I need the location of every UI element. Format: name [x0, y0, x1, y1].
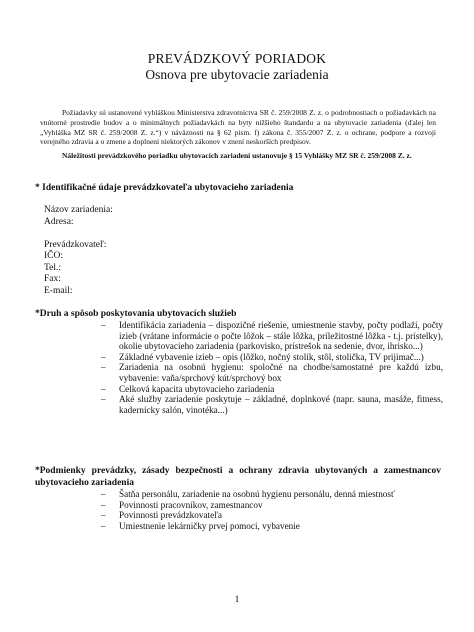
list-item: – Základné vybavenie izieb – opis (lôžko, nočný stolík, stôl, stolička, TV prijímač...)	[103, 352, 443, 363]
field-ico: IČO:	[44, 251, 63, 261]
list-item: – Povinnosti pracovníkov, zamestnancov	[103, 500, 443, 511]
list-item: – Celková kapacita ubytovacieho zariadenia	[103, 384, 443, 395]
conditions-list	[103, 489, 443, 531]
services-list	[103, 320, 443, 415]
list-item: – Povinnosti prevádzkovateľa	[103, 510, 443, 521]
field-phone: Tel.:	[44, 262, 62, 273]
document-subtitle: Osnova pre ubytovacie zariadenia	[145, 67, 329, 82]
legal-note: Náležitosti prevádzkového poriadku ubytovacích zariadení ustanovuje § 15 Vyhlášky MZ SR č. 259/2008 Z. z.	[62, 151, 412, 160]
list-item: – Zariadenia na osobnú hygienu: spoločné na chodbe/samostatné pre každú izbu, vybavenie: vaňa/sprchový kút/sprchový box	[103, 362, 443, 383]
section-identification-heading: * Identifikačné údaje prevádzkovateľa ubytovacieho zariadenia	[35, 183, 294, 193]
field-address: Adresa:	[44, 216, 74, 227]
identification-fields	[44, 205, 113, 297]
field-fax: Fax:	[44, 274, 61, 284]
page-number: 1	[234, 595, 240, 605]
field-spacer	[44, 228, 113, 240]
intro-paragraph: Požiadavky sú ustanovené vyhláškou Ministerstva zdravotníctva SR č. 259/2008 Z. z. o podrobnostiach o požiadavkách na vnútorné prostredie budov a o minimálnych požiadavkách na byty nižšieho štandardu a na ubytovacie zariadenia (ďalej len „Vyhláška MZ SR č. 259/2008 Z. z.“) v náväznosti na § 62 písm. f) zákona č. 355/2007 Z. z. o ochrane, podpore a rozvoji verejného zdravia a o zmene a doplnení niektorých zákonov v znení neskorších predpisov.	[40, 108, 436, 147]
field-facility-name: Názov zariadenia:	[44, 205, 113, 215]
section-conditions-heading: *Podmienky prevádzky, zásady bezpečnosti a ochrany zdravia ubytovaných a zamestnancov ubytovacieho zariadenia	[35, 466, 441, 488]
field-email: E-mail:	[44, 285, 73, 296]
list-item: – Šatňa personálu, zariadenie na osobnú hygienu personálu, denná miestnosť	[103, 489, 443, 500]
document-title: PREVÁDZKOVÝ PORIADOK	[147, 51, 327, 66]
section-services-heading: *Druh a spôsob poskytovania ubytovacích služieb	[35, 309, 237, 319]
list-item: – Aké služby zariadenie poskytuje – základné, doplnkové (napr. sauna, masáže, fitness, kadernícky salón, vinotéka...)	[103, 394, 443, 415]
list-item: – Umiestnenie lekárničky prvej pomoci, vybavenie	[103, 521, 443, 532]
list-item: – Identifikácia zariadenia – dispozičné riešenie, umiestnenie stavby, počty podlaží, počty izieb (vrátane informácie o počte lôžok – stále lôžka, príležitostné lôžka - t.j. prístelky), okolie ubytovacieho zariadenia (parkovisko, prístrešok na sedenie, dvor, ihrisko...)	[103, 320, 443, 352]
field-operator: Prevádzkovateľ:	[44, 239, 107, 250]
